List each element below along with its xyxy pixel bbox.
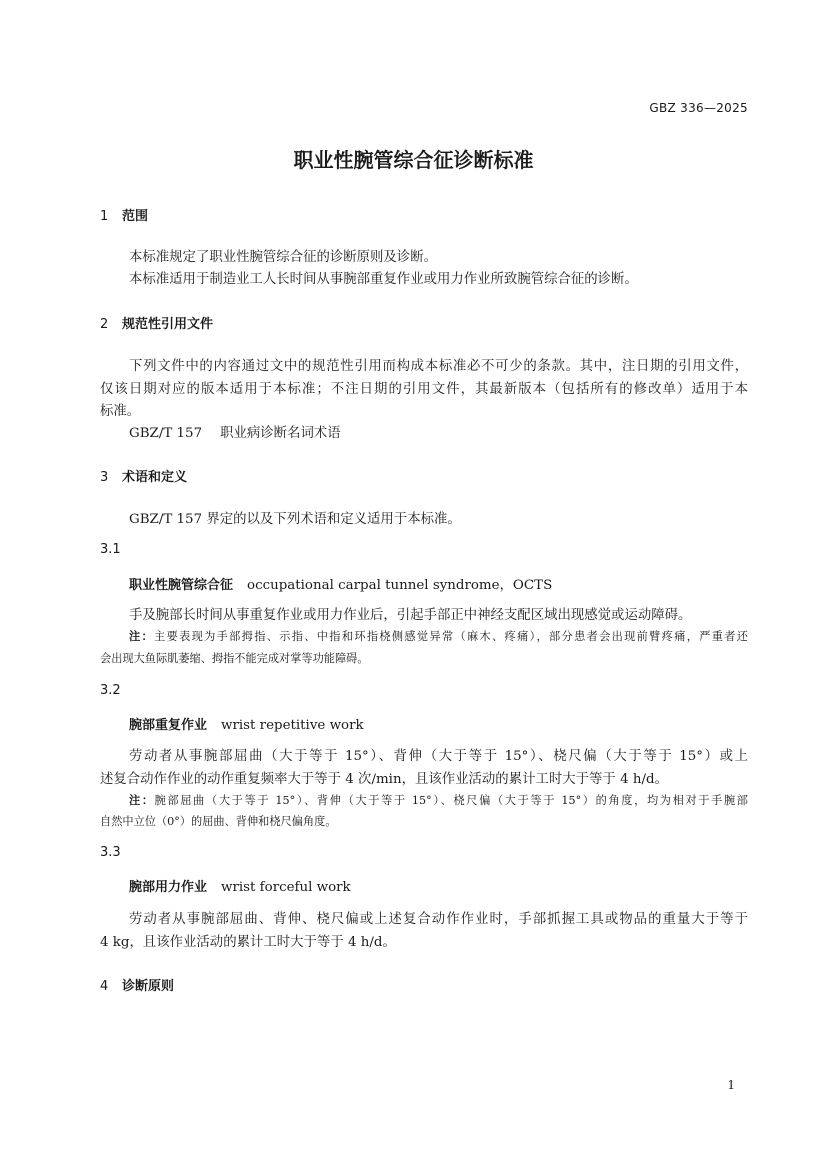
term-entry bbox=[129, 876, 351, 895]
paragraph: GBZ/T 157 界定的以及下列术语和定义适用于本标准。 bbox=[129, 512, 461, 527]
section-2-heading bbox=[100, 313, 213, 332]
section-title: 规范性引用文件 bbox=[122, 317, 214, 332]
section-title: 范围 bbox=[122, 209, 149, 224]
note-text: 腕部屈曲（大于等于 15°）、背伸（大于等于 15°）、桡尺偏（大于等于 15°）的角度，均为相对于手腕部 bbox=[154, 794, 748, 807]
clause-number: 3.2 bbox=[100, 683, 121, 698]
note bbox=[129, 628, 748, 644]
note-continuation: 会出现大鱼际肌萎缩、拇指不能完成对掌等功能障碍。 bbox=[100, 652, 369, 665]
note-continuation: 自然中立位（0°）的屈曲、背伸和桡尺偏角度。 bbox=[100, 815, 337, 828]
note-text: 主要表现为手部拇指、示指、中指和环指桡侧感觉异常（麻木、疼痛），部分患者会出现前臂疼痛，严重者还 bbox=[154, 630, 748, 643]
clause-number: 3.1 bbox=[100, 542, 121, 557]
term-definition-line: 劳动者从事腕部屈曲、背伸、桡尺偏或上述复合动作作业时，手部抓握工具或物品的重量大于等于 bbox=[129, 912, 748, 927]
term-entry bbox=[129, 714, 364, 733]
section-number: 1 bbox=[100, 209, 109, 224]
section-number: 4 bbox=[100, 979, 109, 994]
term-english: wrist forceful work bbox=[221, 880, 351, 895]
section-4-heading bbox=[100, 975, 174, 994]
term-definition-line: 4 kg，且该作业活动的累计工时大于等于 4 h/d。 bbox=[100, 935, 396, 950]
section-number: 2 bbox=[100, 317, 109, 332]
reference-title: 职业病诊断名词术语 bbox=[220, 426, 341, 441]
term-english: occupational carpal tunnel syndrome，OCTS bbox=[247, 578, 553, 593]
term-entry bbox=[129, 574, 552, 593]
term-chinese: 职业性腕管综合征 bbox=[129, 578, 234, 593]
paragraph-line: 仅该日期对应的版本适用于本标准；不注日期的引用文件，其最新版本（包括所有的修改单）适用于本 bbox=[100, 382, 748, 397]
term-english: wrist repetitive work bbox=[221, 718, 364, 733]
paragraph-line: 标准。 bbox=[100, 404, 141, 419]
page-number: 1 bbox=[727, 1078, 735, 1092]
clause-number: 3.3 bbox=[100, 845, 121, 860]
note-label: 注： bbox=[129, 794, 155, 807]
reference-code: GBZ/T 157 bbox=[129, 426, 203, 441]
section-number: 3 bbox=[100, 470, 109, 485]
section-title: 诊断原则 bbox=[122, 979, 175, 994]
page-title: 职业性腕管综合征诊断标准 bbox=[293, 148, 534, 172]
standard-code-header: GBZ 336—2025 bbox=[649, 101, 748, 115]
section-3-heading bbox=[100, 466, 187, 485]
term-chinese: 腕部用力作业 bbox=[129, 880, 208, 895]
paragraph: 本标准适用于制造业工人长时间从事腕部重复作业或用力作业所致腕管综合征的诊断。 bbox=[129, 272, 638, 287]
section-1-heading bbox=[100, 205, 148, 224]
section-title: 术语和定义 bbox=[122, 470, 188, 485]
normative-reference bbox=[129, 422, 341, 441]
term-definition: 手及腕部长时间从事重复作业或用力作业后，引起手部正中神经支配区域出现感觉或运动障碍。 bbox=[129, 608, 692, 623]
term-chinese: 腕部重复作业 bbox=[129, 718, 208, 733]
note bbox=[129, 792, 748, 808]
paragraph-line: 下列文件中的内容通过文中的规范性引用而构成本标准必不可少的条款。其中，注日期的引用文件， bbox=[129, 359, 748, 374]
term-definition-line: 述复合动作作业的动作重复频率大于等于 4 次/min，且该作业活动的累计工时大于等于 4 h/d。 bbox=[100, 772, 668, 787]
term-definition-line: 劳动者从事腕部屈曲（大于等于 15°）、背伸（大于等于 15°）、桡尺偏（大于等于 15°）或上 bbox=[129, 749, 748, 764]
paragraph: 本标准规定了职业性腕管综合征的诊断原则及诊断。 bbox=[129, 250, 437, 265]
note-label: 注： bbox=[129, 630, 155, 643]
